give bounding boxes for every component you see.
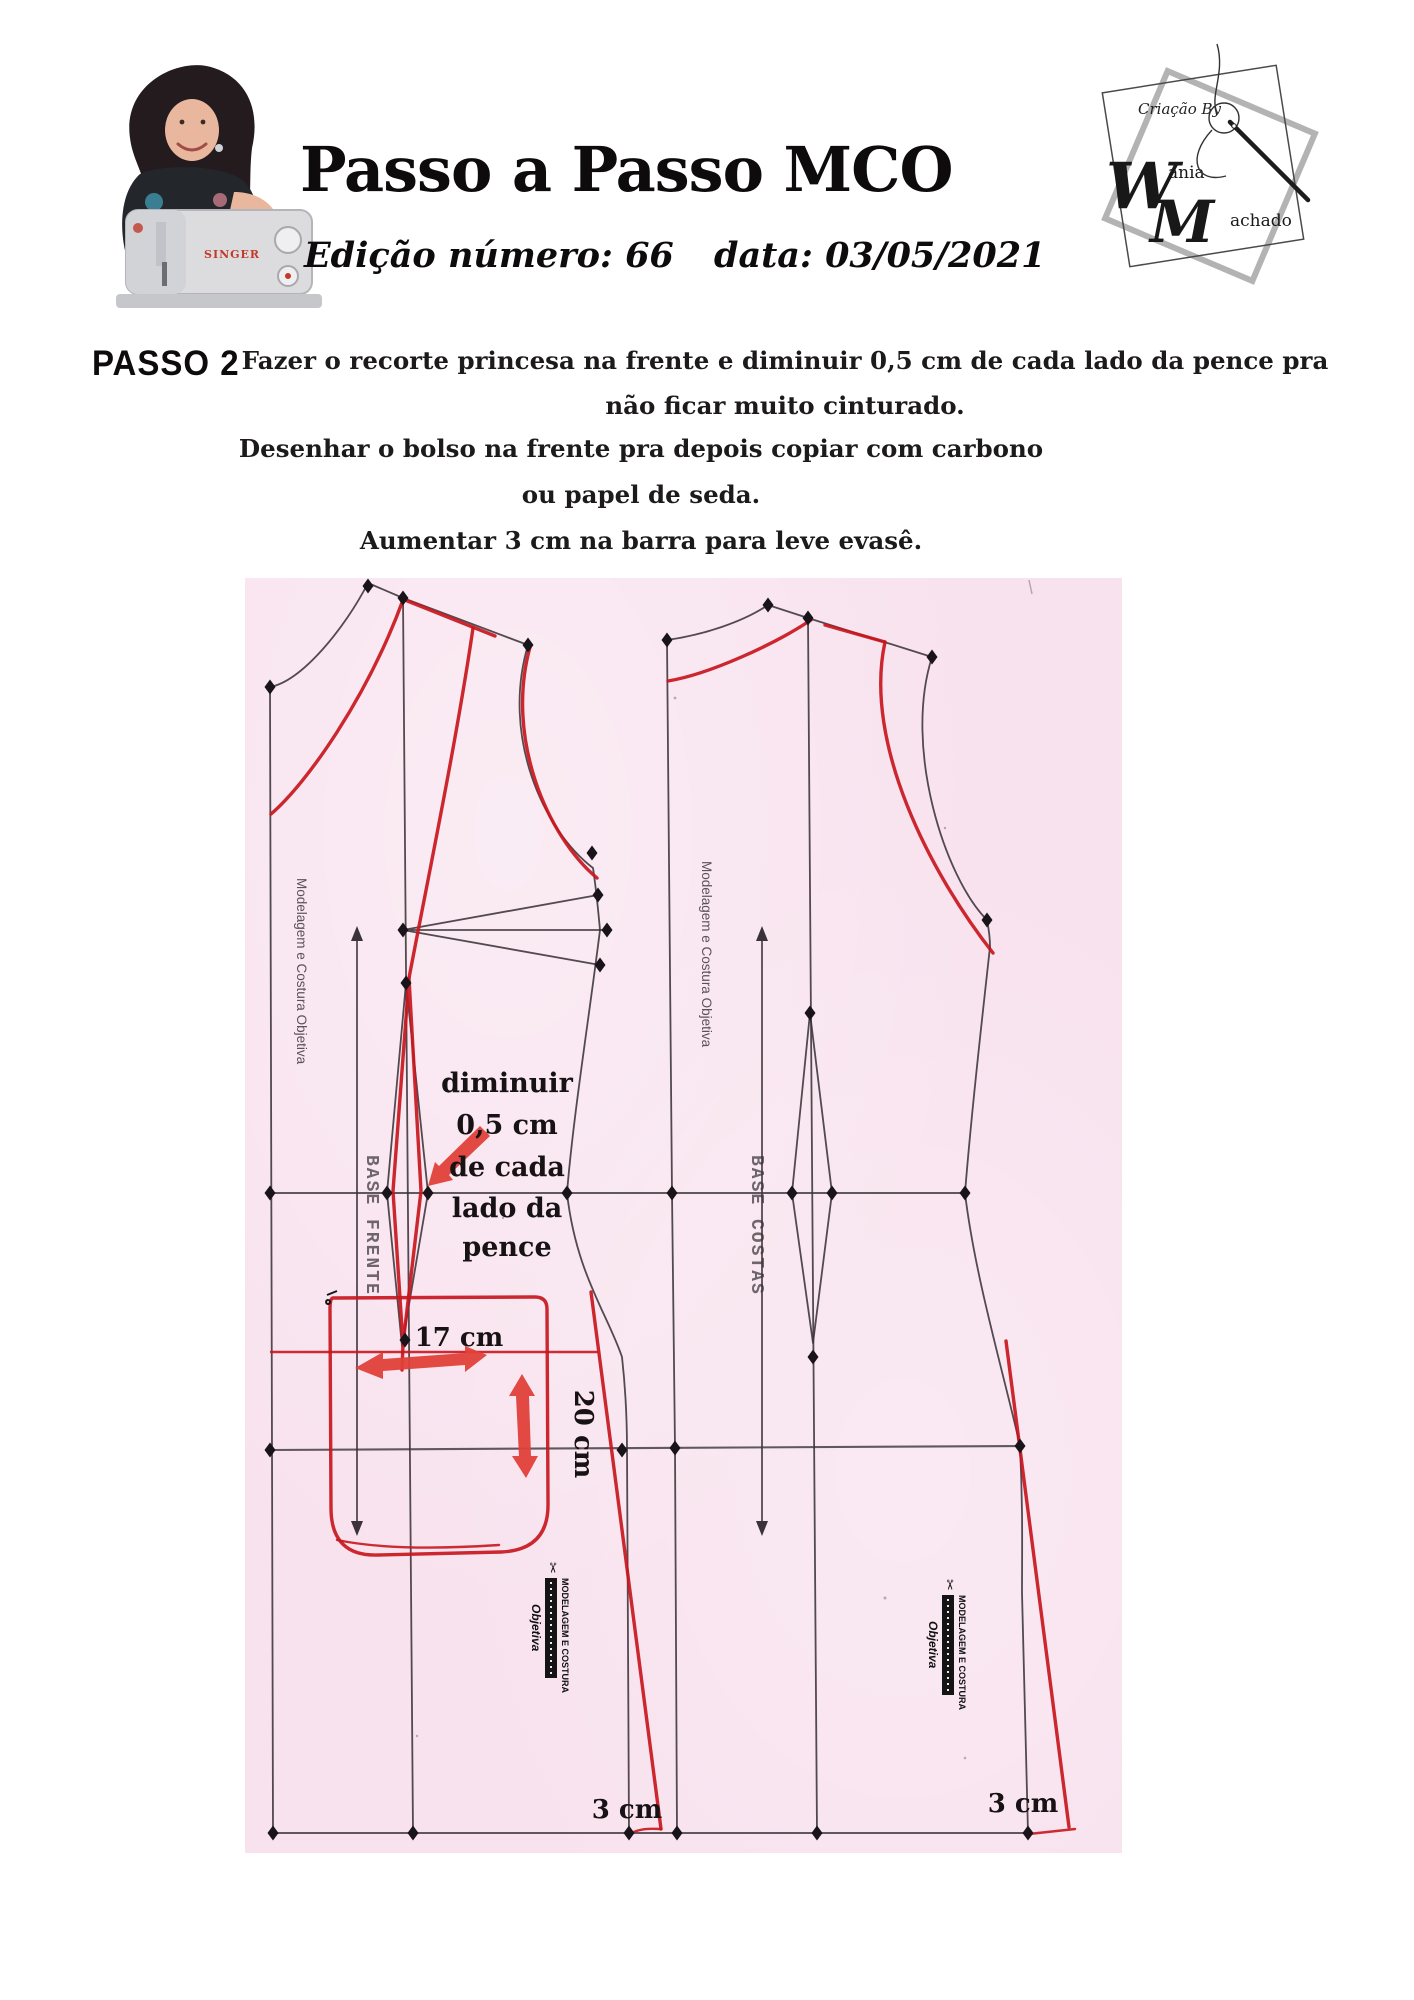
front-watermark: Modelagem e Costura Objetiva (294, 878, 309, 1065)
brand-logo (1038, 26, 1378, 294)
brand-stamp-line1: MODELAGEM E COSTURA (560, 1578, 570, 1694)
edition-label: Edição número: (304, 235, 613, 276)
dart-note-line: pence (462, 1232, 552, 1263)
presenter-photo-illustration (92, 52, 334, 314)
logo-creation-by: Criação By (1138, 100, 1222, 118)
dart-note-line: 0,5 cm (456, 1110, 558, 1141)
step-instructions-1 (230, 338, 1340, 428)
front-base-stamp: BASE FRENTE (361, 1155, 381, 1296)
front-brand-stamp (529, 1562, 570, 1694)
scissors-icon: ✂ (544, 1562, 560, 1574)
dart-note-line: lado da (451, 1193, 563, 1224)
date-value: 03/05/2021 (825, 235, 1046, 276)
pocket-width-label: 17 cm (414, 1323, 504, 1353)
pocket-height-label: 20 cm (568, 1389, 598, 1479)
step-line: Fazer o recorte princesa na frente e diminuir 0,5 cm de cada lado da pence pra (241, 346, 1329, 375)
logo-name-part2: achado (1230, 211, 1292, 231)
back-base-stamp: BASE COSTAS (746, 1155, 766, 1296)
scissors-icon: ✂ (941, 1579, 957, 1591)
step-line: não ficar muito cinturado. (605, 391, 965, 420)
step-line: Aumentar 3 cm na barra para leve evasê. (359, 526, 923, 555)
step-instructions-2 (230, 426, 1052, 564)
logo-monogram-m: M (1150, 188, 1215, 256)
step-label: PASSO 2 (92, 342, 240, 383)
svg-text:SINGER: SINGER (204, 248, 261, 261)
back-watermark: Modelagem e Costura Objetiva (699, 861, 714, 1048)
dart-note (441, 1068, 573, 1263)
step-line: Desenhar o bolso na frente pra depois copiar com carbono ou papel de seda. (238, 434, 1044, 509)
edition-number: 66 (625, 235, 674, 276)
back-red-draft (668, 620, 1075, 1834)
brand-stamp-line1: MODELAGEM E COSTURA (957, 1595, 967, 1711)
dart-note-line: de cada (449, 1152, 565, 1183)
sewing-machine-icon (116, 210, 322, 308)
logo-monogram-w: W (1106, 149, 1178, 224)
pattern-sheet (245, 578, 1122, 1853)
back-hem-flare-label: 3 cm (987, 1789, 1059, 1819)
brand-stamp-line2: Objetiva (926, 1621, 940, 1669)
date-label: data: (713, 235, 813, 276)
logo-name-part1: ania (1168, 163, 1205, 183)
front-hem-flare-label: 3 cm (591, 1795, 663, 1825)
pocket-height-arrow (509, 1374, 538, 1478)
presenter-photo (92, 52, 334, 314)
edition-line (304, 235, 1046, 276)
back-piece-base-lines (667, 605, 1028, 1833)
page-title: Passo a Passo MCO (300, 132, 953, 206)
brand-stamp-line2: Objetiva (529, 1604, 543, 1652)
dart-note-line: diminuir (441, 1068, 573, 1099)
back-brand-stamp (926, 1579, 967, 1711)
